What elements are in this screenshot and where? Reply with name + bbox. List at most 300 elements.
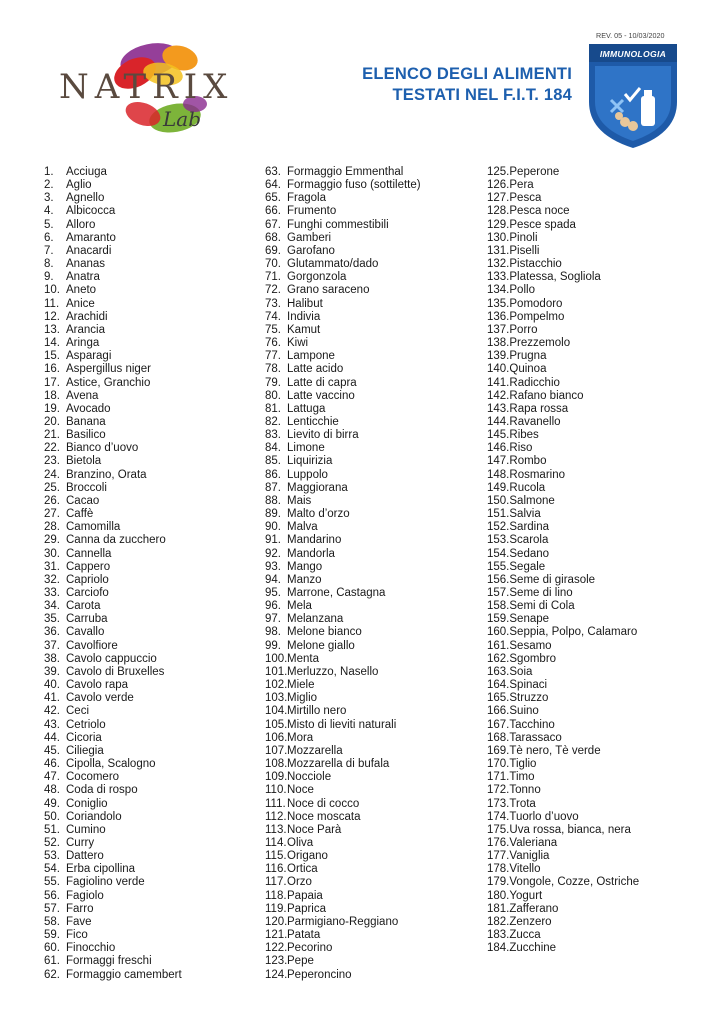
item-name: Sedano [509,547,550,560]
item-name: Merluzzo, Nasello [287,665,379,678]
item-number: 127. [487,192,510,205]
item-number: 94. [265,573,281,586]
list-item [265,324,421,337]
item-name: Camomilla [66,521,121,534]
item-name: Zenzero [509,915,552,928]
list-item [44,363,182,376]
list-item [487,337,639,350]
list-item [265,416,421,429]
list-item [487,363,639,376]
item-name: Ravanello [509,415,561,428]
item-name: Tarassaco [509,731,562,744]
item-name: Formaggio Emmenthal [287,166,404,178]
item-number: 57. [44,902,60,915]
item-number: 124. [265,968,288,981]
list-item [265,732,421,745]
item-name: Cipolla, Scalogno [66,758,156,771]
item-number: 116. [265,863,287,876]
item-name: Asparagi [66,350,112,363]
item-name: Luppolo [287,468,328,481]
item-number: 53. [44,850,60,863]
list-item [265,166,421,179]
item-name: Aneto [66,284,97,297]
list-item [44,390,182,403]
list-item [44,811,182,824]
item-name: Aspergillus niger [66,363,152,376]
list-item [487,442,639,455]
item-name: Alloro [66,218,96,231]
item-number: 89. [265,508,281,521]
item-number: 38. [44,652,60,665]
item-name: Nocciole [287,771,332,784]
item-number: 117. [265,876,287,889]
item-number: 4. [44,205,54,218]
item-number: 42. [44,705,60,718]
list-item [265,219,421,232]
item-name: Orzo [287,876,312,889]
list-item [44,337,182,350]
item-number: 66. [265,205,281,218]
logo-text-main: NATRIX [59,67,234,107]
list-item [265,508,421,521]
item-number: 119. [265,902,287,915]
item-name: Fagiolo [66,889,104,902]
list-item [265,390,421,403]
item-name: Menta [287,652,319,665]
item-name: Kiwi [287,337,309,350]
item-number: 169. [487,744,510,757]
item-name: Melone bianco [287,626,362,639]
item-number: 65. [265,192,281,205]
badge-label: IMMUNOLOGIA [599,49,667,59]
item-number: 154. [487,547,510,560]
item-name: Miglio [287,692,318,705]
item-name: Aringa [66,337,100,350]
item-number: 32. [44,573,60,586]
item-number: 93. [265,560,281,573]
item-number: 167. [487,718,510,731]
list-item [265,929,421,942]
list-item [44,745,182,758]
list-item [44,942,182,955]
item-number: 58. [44,915,60,928]
list-item [265,363,421,376]
item-name: Scarola [509,534,549,547]
item-number: 10. [44,284,60,297]
item-number: 155. [487,560,510,573]
item-number: 50. [44,810,60,823]
item-name: Pistacchio [509,258,562,271]
item-number: 121. [265,929,288,942]
item-number: 46. [44,758,60,771]
item-name: Agnello [66,192,105,205]
item-name: Paprica [287,902,326,915]
list-item [487,771,639,784]
item-number: 159. [487,613,510,626]
item-name: Mirtillo nero [287,705,347,718]
item-number: 26. [44,494,60,507]
item-name: Struzzo [509,692,549,705]
list-item [487,192,639,205]
list-item [44,521,182,534]
list-item [44,548,182,561]
list-item [487,903,639,916]
item-number: 158. [487,600,510,613]
list-item [44,824,182,837]
list-item [487,284,639,297]
item-name: Melanzana [287,613,344,626]
item-name: Bietola [66,455,102,468]
item-number: 35. [44,613,60,626]
item-number: 12. [44,310,60,323]
item-name: Yogurt [509,889,543,902]
list-item [265,258,421,271]
item-name: Melone giallo [287,639,355,652]
item-name: Basilico [66,429,106,442]
item-number: 137. [487,323,510,336]
list-item [487,679,639,692]
list-item [265,653,421,666]
item-number: 146. [487,442,510,455]
item-name: Parmigiano-Reggiano [287,915,399,928]
item-name: Vaniglia [509,850,550,863]
item-number: 61. [44,955,60,968]
food-list-column-2 [265,166,421,982]
list-item [265,758,421,771]
item-name: Sesamo [509,639,552,652]
item-name: Canna da zucchero [66,534,166,547]
item-name: Carruba [66,613,108,626]
list-item [44,561,182,574]
item-name: Miele [287,679,315,692]
item-name: Grano saraceno [287,284,370,297]
item-name: Ribes [509,429,539,442]
item-name: Lenticchie [287,415,339,428]
item-number: 106. [265,731,288,744]
item-name: Malva [287,521,318,534]
item-name: Cocomero [66,771,120,784]
item-name: Pompelmo [509,310,565,323]
item-number: 129. [487,218,510,231]
list-item [44,863,182,876]
title-line-1: ELENCO DEGLI ALIMENTI [362,65,572,83]
item-number: 21. [44,429,60,442]
item-name: Rosmarino [509,468,565,481]
item-number: 19. [44,402,60,415]
list-item [487,640,639,653]
item-number: 76. [265,337,281,350]
item-name: Noce Parà [287,823,342,836]
revision-label: REV. 05 - 10/03/2020 [596,31,665,40]
list-item [265,284,421,297]
list-item [44,705,182,718]
item-number: 34. [44,600,60,613]
item-number: 165. [487,692,510,705]
food-list-column-1 [44,166,182,982]
list-item [44,876,182,889]
list-item [487,653,639,666]
item-name: Formaggio camembert [66,968,182,981]
item-number: 24. [44,468,60,481]
item-name: Salmone [509,494,555,507]
item-number: 86. [265,468,281,481]
item-number: 122. [265,942,288,955]
item-number: 157. [487,587,510,599]
item-name: Mango [287,560,323,573]
item-number: 20. [44,415,60,428]
item-name: Avena [66,389,99,402]
list-item [44,324,182,337]
item-name: Pesca [509,192,542,205]
logo-graphic [55,40,240,135]
list-item [44,271,182,284]
list-item [44,179,182,192]
list-item [487,863,639,876]
item-name: Mora [287,731,314,744]
list-item [44,626,182,639]
item-name: Cavolo cappuccio [66,652,157,665]
item-number: 109. [265,771,288,784]
item-number: 105. [265,718,288,731]
item-number: 40. [44,679,60,692]
item-name: Suino [509,705,539,718]
item-number: 48. [44,784,60,797]
list-item [44,442,182,455]
item-name: Segale [509,560,546,573]
item-number: 99. [265,639,281,652]
item-number: 97. [265,613,281,626]
item-number: 174. [487,810,510,823]
item-name: Branzino, Orata [66,468,147,481]
item-number: 138. [487,337,510,350]
item-number: 60. [44,942,60,955]
list-item [44,784,182,797]
list-item [487,745,639,758]
item-number: 98. [265,626,281,639]
item-number: 104. [265,705,288,718]
item-number: 81. [265,402,281,415]
list-item [44,719,182,732]
item-number: 161. [487,639,510,652]
item-number: 68. [265,231,281,244]
item-number: 176. [487,836,510,849]
list-item [487,469,639,482]
item-name: Piselli [509,244,540,257]
item-name: Glutammato/dado [287,258,379,271]
item-number: 115. [265,850,287,863]
item-name: Peperone [509,166,560,178]
list-item [487,311,639,324]
item-name: Tè nero, Tè verde [509,744,601,757]
list-item [265,955,421,968]
item-name: Malto d’orzo [287,508,350,521]
item-number: 133. [487,271,510,284]
item-name: Carota [66,600,101,613]
list-item [44,574,182,587]
item-name: Arachidi [66,310,108,323]
item-name: Fagiolino verde [66,876,145,889]
list-item [265,942,421,955]
item-name: Misto di lieviti naturali [287,718,397,731]
list-item [44,771,182,784]
list-item [265,350,421,363]
item-number: 147. [487,455,510,468]
list-item [44,350,182,363]
item-name: Timo [509,771,535,784]
list-item [265,824,421,837]
list-item [44,916,182,929]
list-item [487,350,639,363]
item-name: Finocchio [66,942,116,955]
item-name: Cappero [66,560,111,573]
item-name: Carciofo [66,587,109,599]
item-number: 170. [487,758,510,771]
item-number: 56. [44,889,60,902]
list-item [487,600,639,613]
list-item [44,298,182,311]
item-name: Origano [287,850,328,863]
list-item [44,534,182,547]
list-item [265,561,421,574]
list-item [487,482,639,495]
item-number: 15. [44,350,60,363]
list-item [265,719,421,732]
item-name: Lattuga [287,402,326,415]
item-number: 112. [265,810,287,823]
list-item [265,587,421,600]
item-name: Pepe [287,955,314,968]
item-name: Tacchino [509,718,555,731]
item-number: 114. [265,836,287,849]
item-number: 74. [265,310,281,323]
list-item [487,876,639,889]
item-number: 29. [44,534,60,547]
item-number: 72. [265,284,281,297]
item-name: Frumento [287,205,337,218]
list-item [487,850,639,863]
item-name: Soia [509,665,533,678]
item-name: Quinoa [509,363,547,376]
item-name: Acciuga [66,166,107,178]
item-name: Rucola [509,481,546,494]
item-name: Seppia, Polpo, Calamaro [509,626,638,639]
item-number: 1. [44,166,54,178]
list-item [44,219,182,232]
list-item [44,245,182,258]
item-name: Gamberi [287,231,332,244]
item-name: Cavolo di Bruxelles [66,665,165,678]
item-name: Noce [287,784,314,797]
list-item [44,455,182,468]
item-number: 85. [265,455,281,468]
immunologia-badge [585,42,681,150]
list-item [44,969,182,982]
item-number: 59. [44,929,60,942]
item-number: 64. [265,179,281,192]
item-name: Astice, Granchio [66,376,151,389]
list-item [265,429,421,442]
item-number: 110. [265,784,287,797]
item-number: 148. [487,468,510,481]
item-number: 51. [44,823,60,836]
list-item [265,771,421,784]
list-item [265,613,421,626]
item-name: Caffè [66,508,94,521]
list-item [265,837,421,850]
item-number: 126. [487,179,510,192]
item-name: Mela [287,600,312,613]
item-number: 113. [265,823,287,836]
item-number: 44. [44,731,60,744]
list-item [487,298,639,311]
item-number: 183. [487,929,510,942]
item-name: Garofano [287,244,335,257]
list-item [265,311,421,324]
list-item [487,587,639,600]
list-item [265,337,421,350]
item-number: 22. [44,442,60,455]
item-number: 73. [265,297,281,310]
item-number: 103. [265,692,288,705]
item-number: 25. [44,481,60,494]
item-name: Aglio [66,179,92,192]
item-name: Sgombro [509,652,557,665]
item-number: 173. [487,797,510,810]
item-number: 45. [44,744,60,757]
item-number: 134. [487,284,510,297]
item-name: Cannella [66,547,112,560]
document-title [362,64,572,106]
list-item [265,271,421,284]
item-name: Formaggi freschi [66,955,152,968]
item-number: 54. [44,863,60,876]
item-name: Mandorla [287,547,335,560]
item-name: Sardina [509,521,550,534]
list-item [265,626,421,639]
item-name: Limone [287,442,325,455]
item-name: Pecorino [287,942,333,955]
item-name: Albicocca [66,205,116,218]
item-name: Tonno [509,784,541,797]
item-number: 3. [44,192,54,205]
item-name: Zafferano [509,902,559,915]
list-item [487,574,639,587]
item-name: Cumino [66,823,106,836]
list-item [44,653,182,666]
item-number: 135. [487,297,510,310]
item-number: 82. [265,415,281,428]
item-number: 87. [265,481,281,494]
item-name: Avocado [66,402,111,415]
item-name: Fragola [287,192,326,205]
list-item [265,863,421,876]
list-item [487,916,639,929]
list-item [44,192,182,205]
item-number: 111. [265,797,286,810]
list-item [265,666,421,679]
list-item [265,192,421,205]
item-number: 136. [487,310,510,323]
item-name: Lampone [287,350,335,363]
list-item [487,258,639,271]
item-name: Semi di Cola [509,600,575,613]
item-number: 52. [44,836,60,849]
list-item [44,232,182,245]
item-number: 78. [265,363,281,376]
item-number: 177. [487,850,510,863]
item-number: 80. [265,389,281,402]
list-item [265,232,421,245]
